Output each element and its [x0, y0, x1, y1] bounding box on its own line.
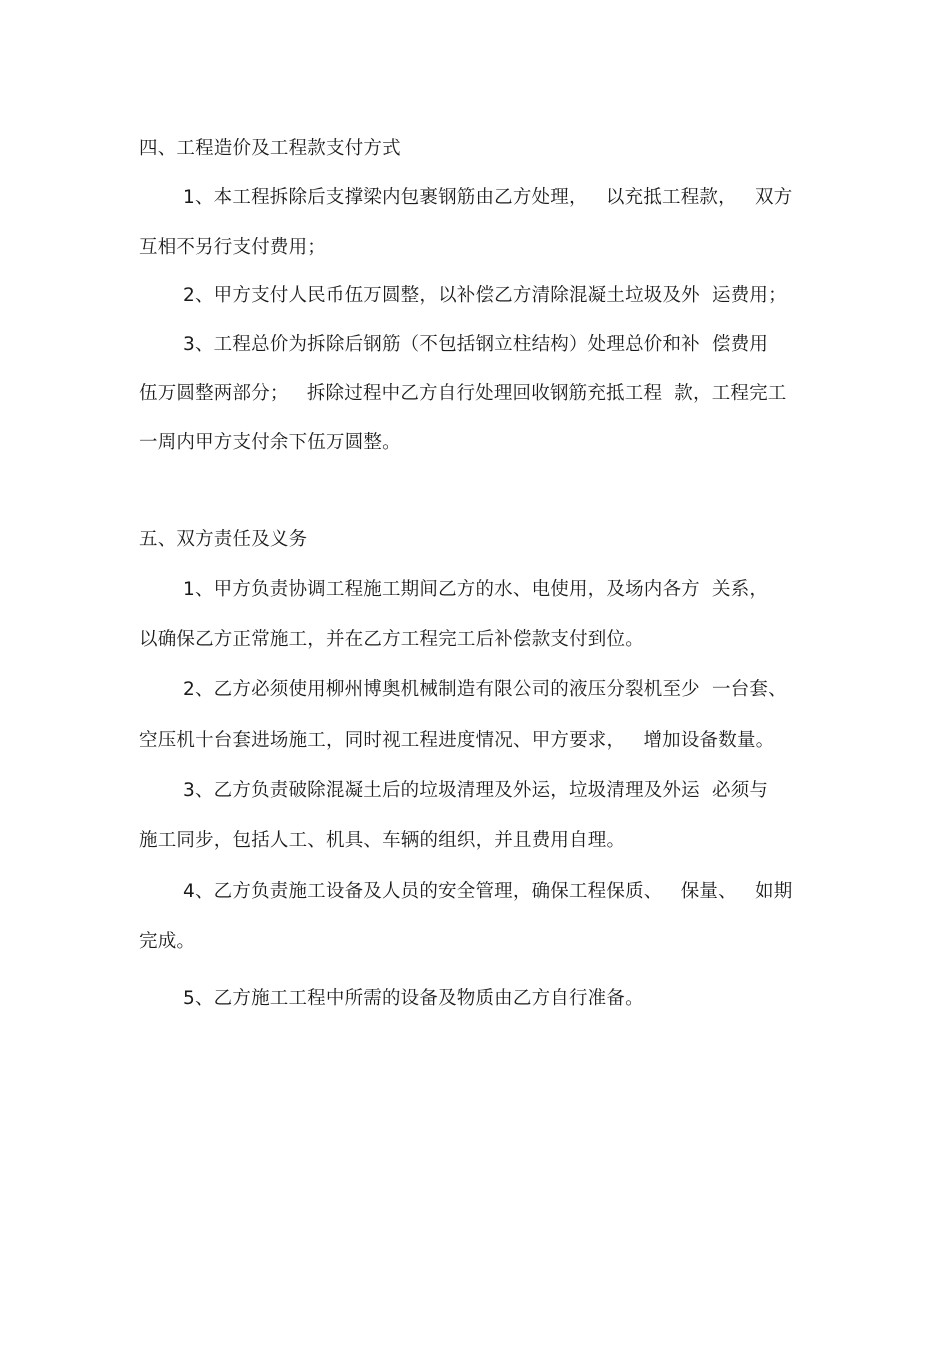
- section5-item4-line2: 完成。: [139, 931, 196, 952]
- section4-item3-line1: 3、工程总价为拆除后钢筋（不包括钢立柱结构）处理总价和补 偿费用: [183, 334, 769, 355]
- section5-heading: 五、双方责任及义务: [139, 529, 308, 550]
- section5-item4-line1: 4、乙方负责施工设备及人员的安全管理，确保工程保质、 保量、 如期: [183, 881, 793, 902]
- section5-item1-line1: 1、甲方负责协调工程施工期间乙方的水、电使用，及场内各方 关系，: [183, 579, 769, 600]
- section4-item3-line3: 一周内甲方支付余下伍万圆整。: [139, 432, 401, 453]
- section5-item2-line1: 2、乙方必须使用柳州博奥机械制造有限公司的液压分裂机至少 一台套、: [183, 679, 787, 700]
- section4-item1-line2: 互相不另行支付费用；: [139, 237, 327, 258]
- section5-item1-line2: 以确保乙方正常施工，并在乙方工程完工后补偿款支付到位。: [139, 629, 644, 650]
- section4-item3-line2: 伍万圆整两部分； 拆除过程中乙方自行处理回收钢筋充抵工程 款，工程完工: [139, 383, 787, 404]
- section4-heading: 四、工程造价及工程款支付方式: [139, 138, 401, 159]
- section5-item3-line1: 3、乙方负责破除混凝土后的垃圾清理及外运，垃圾清理及外运 必须与: [183, 780, 769, 801]
- section5-item3-line2: 施工同步，包括人工、机具、车辆的组织，并且费用自理。: [139, 830, 626, 851]
- section5-item5-line1: 5、乙方施工工程中所需的设备及物质由乙方自行准备。: [183, 988, 644, 1009]
- section4-item2-line1: 2、甲方支付人民币伍万圆整，以补偿乙方清除混凝土垃圾及外 运费用；: [183, 285, 787, 306]
- section4-item1-line1: 1、本工程拆除后支撑梁内包裹钢筋由乙方处理， 以充抵工程款， 双方: [183, 187, 793, 208]
- section5-item2-line2: 空压机十台套进场施工，同时视工程进度情况、甲方要求， 增加设备数量。: [139, 730, 775, 751]
